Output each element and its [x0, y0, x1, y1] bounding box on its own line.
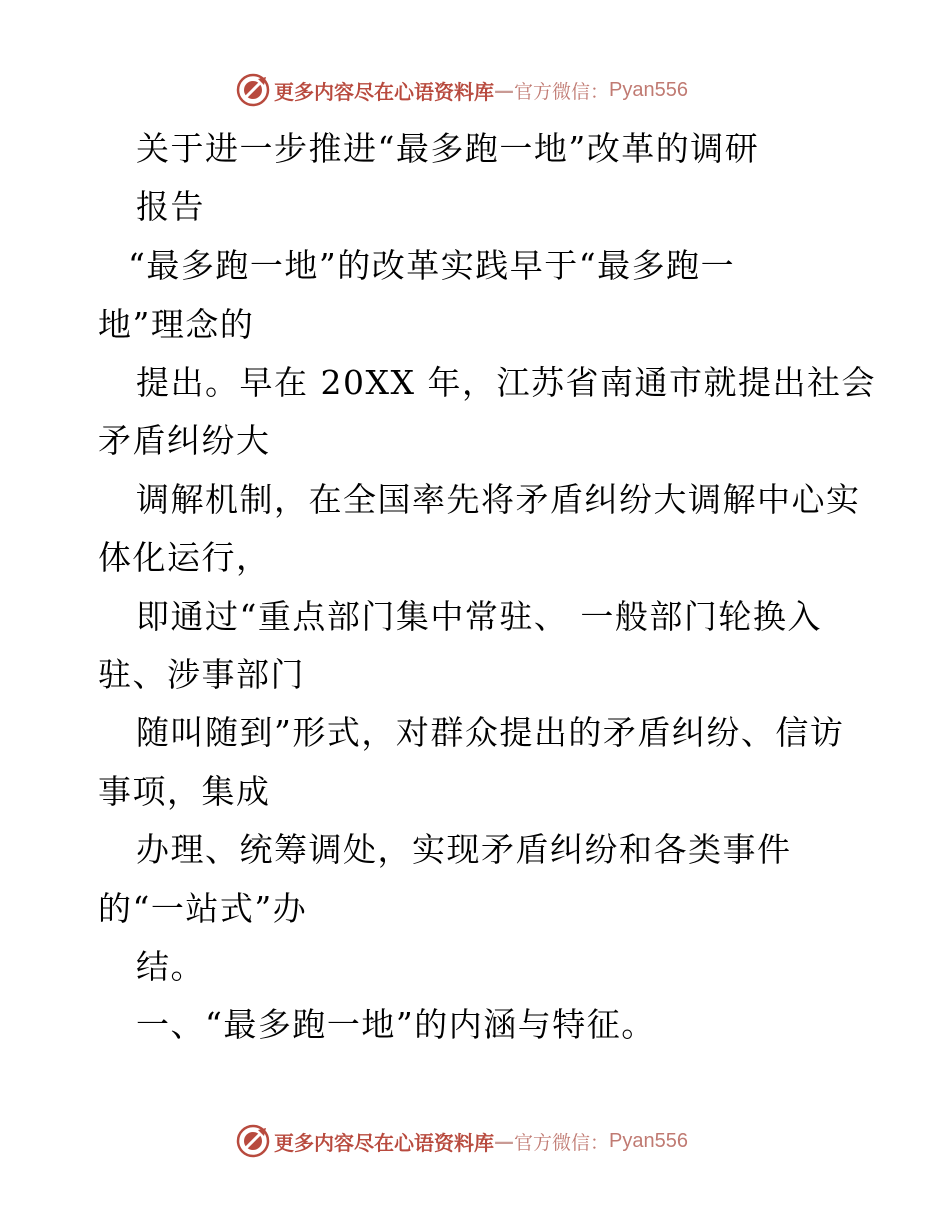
doc-section-heading: 一、“最多跑一地”的内涵与特征。: [136, 1005, 656, 1044]
banner-separator: —: [494, 1129, 514, 1153]
doc-line: 事项，集成: [98, 772, 271, 811]
banner-wechat-label: 官方微信：: [514, 1131, 610, 1154]
doc-line: 的“一站式”办: [98, 889, 308, 928]
banner-title: 更多内容尽在心语资料库: [274, 79, 494, 104]
doc-line: 矛盾纠纷大: [98, 421, 271, 460]
doc-line: 体化运行，: [98, 538, 271, 577]
doc-line: 即通过“重点部门集中常驻、 一般部门轮换入: [136, 597, 822, 636]
doc-line: 驻、涉事部门: [98, 655, 305, 694]
library-logo-icon: [236, 1124, 270, 1158]
doc-title-line-2: 报告: [136, 187, 205, 226]
banner-wechat-id: Pyan556: [609, 78, 688, 101]
banner-separator: —: [494, 78, 514, 102]
banner-wechat-label: 官方微信：: [514, 80, 610, 103]
doc-line: 结。: [136, 947, 205, 986]
library-logo-icon: [236, 73, 270, 107]
footer-banner: [236, 1124, 688, 1158]
banner-wechat-id: Pyan556: [609, 1129, 688, 1152]
doc-line: 调解机制，在全国率先将矛盾纠纷大调解中心实: [136, 480, 861, 519]
doc-line: “最多跑一地”的改革实践早于“最多跑一: [128, 246, 736, 285]
header-banner: [236, 73, 688, 107]
doc-line: 办理、统筹调处，实现矛盾纠纷和各类事件: [136, 830, 792, 869]
doc-line: 地”理念的: [98, 305, 255, 344]
banner-title: 更多内容尽在心语资料库: [274, 1130, 494, 1155]
doc-line: 随叫随到”形式，对群众提出的矛盾纠纷、信访: [136, 713, 845, 752]
doc-title-line-1: 关于进一步推进“最多跑一地”改革的调研: [136, 129, 760, 168]
doc-line: 提出。早在 20XX 年，江苏省南通市就提出社会: [136, 363, 876, 402]
